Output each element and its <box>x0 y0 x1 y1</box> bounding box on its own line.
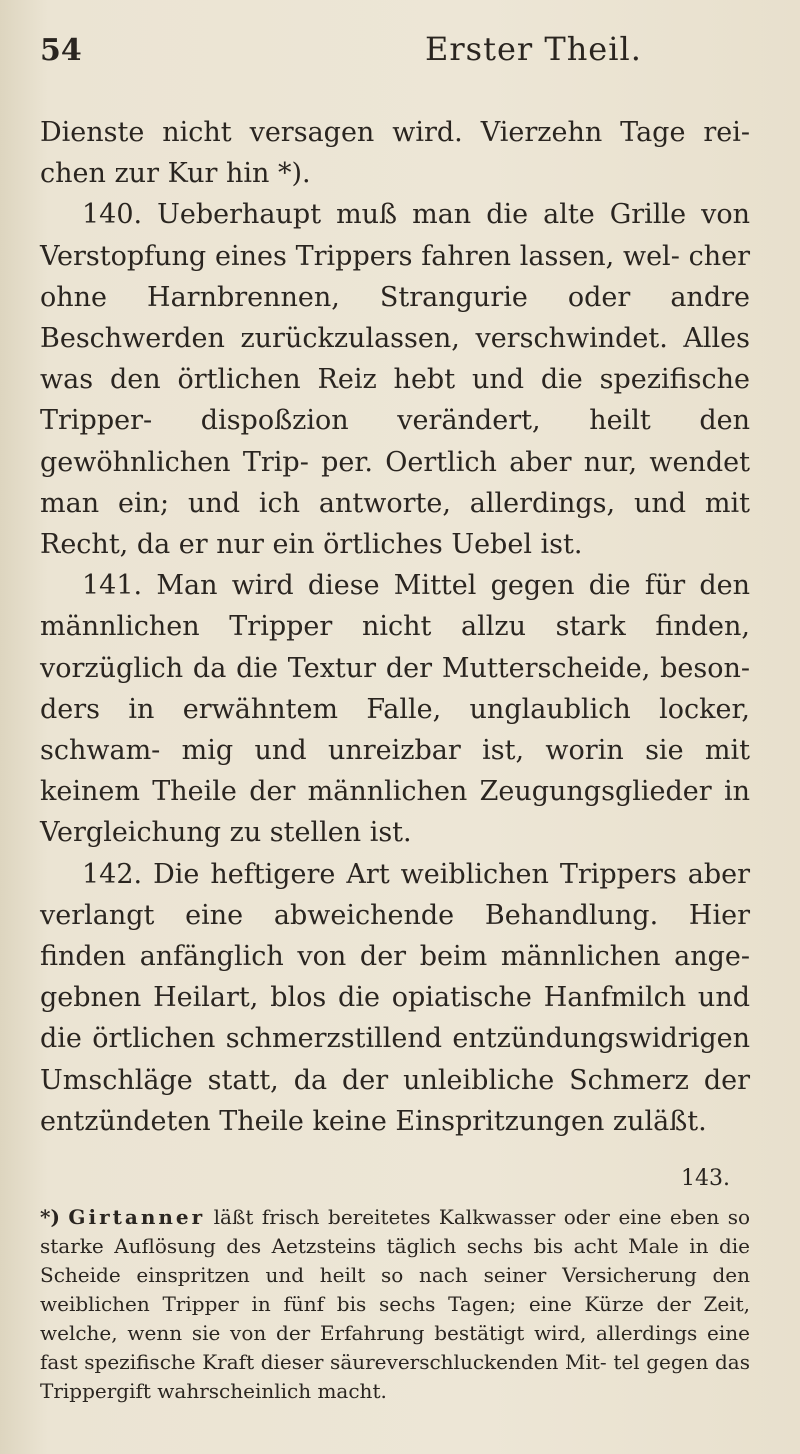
paragraph-140 <box>40 194 750 565</box>
footnote-mark: *) <box>40 1205 60 1230</box>
paragraph-number: 141. <box>82 570 143 602</box>
body-text <box>40 112 750 1142</box>
paragraph-text: Die heftigere Art weiblichen Trippers aber verlangt eine abweichende Behandlung. Hier finden anfänglich von der beim männlichen ange- gebnen Heilart, blos die opiatische Hanfmilch und die örtlichen schmerzstillend entzündungswidrigen Umschläge statt, da der unleibliche Schmerz der entzündeten Theile keine Einspritzungen zuläßt. <box>40 858 750 1137</box>
paragraph-number: 140. <box>82 199 143 231</box>
footnote <box>40 1203 750 1406</box>
paragraph-continuation <box>40 112 750 194</box>
running-title: Erster Theil. <box>425 30 642 68</box>
page-header <box>40 30 750 100</box>
page-number: 54 <box>40 33 82 68</box>
catchword: 143. <box>681 1166 730 1192</box>
paragraph-text: Man wird diese Mittel gegen die für den männlichen Tripper nicht allzu stark finden, vorzüglich da die Textur der Mutterscheide, beson- ders in erwähntem Falle, unglaublich locker, schwam- mig und unreizbar ist, worin sie mit keinem Theile der männlichen Zeugungsglieder in Vergleichung zu stellen ist. <box>40 570 750 849</box>
paragraph-text: Ueberhaupt muß man die alte Grille von Verstopfung eines Trippers fahren lassen, wel- cher ohne Harnbrennen, Strangurie oder andre Beschwerden zurückzulassen, verschwindet. Alles was den örtlichen Reiz hebt und die spezifische Tripper- dispoßzion verändert, heilt den gewöhnlichen Trip- per. Oertlich aber nur, wendet man ein; und ich antworte, allerdings, und mit Recht, da er nur ein örtliches Uebel ist. <box>40 199 750 561</box>
footnote-author: Girtanner <box>68 1205 206 1230</box>
paragraph-141 <box>40 565 750 853</box>
paragraph-142 <box>40 854 750 1142</box>
footnote-paragraph <box>40 1203 750 1406</box>
paragraph-text: Dienste nicht versagen wird. Vierzehn Tage rei- chen zur Kur hin *). <box>40 117 750 190</box>
paragraph-number: 142. <box>82 858 143 890</box>
footnote-text: läßt frisch bereitetes Kalkwasser oder eine eben so starke Auflösung des Aetzsteins täglich sechs bis acht Male in die Scheide einspritzen und heilt so nach seiner Versicherung den weiblichen Tripper in fünf bis sechs Tagen; eine Kürze der Zeit, welche, wenn sie von der Erfahrung bestätigt wird, allerdings eine fast spezifische Kraft dieser säureverschluckenden Mit- tel gegen das Trippergift wahrscheinlich macht. <box>40 1205 751 1404</box>
